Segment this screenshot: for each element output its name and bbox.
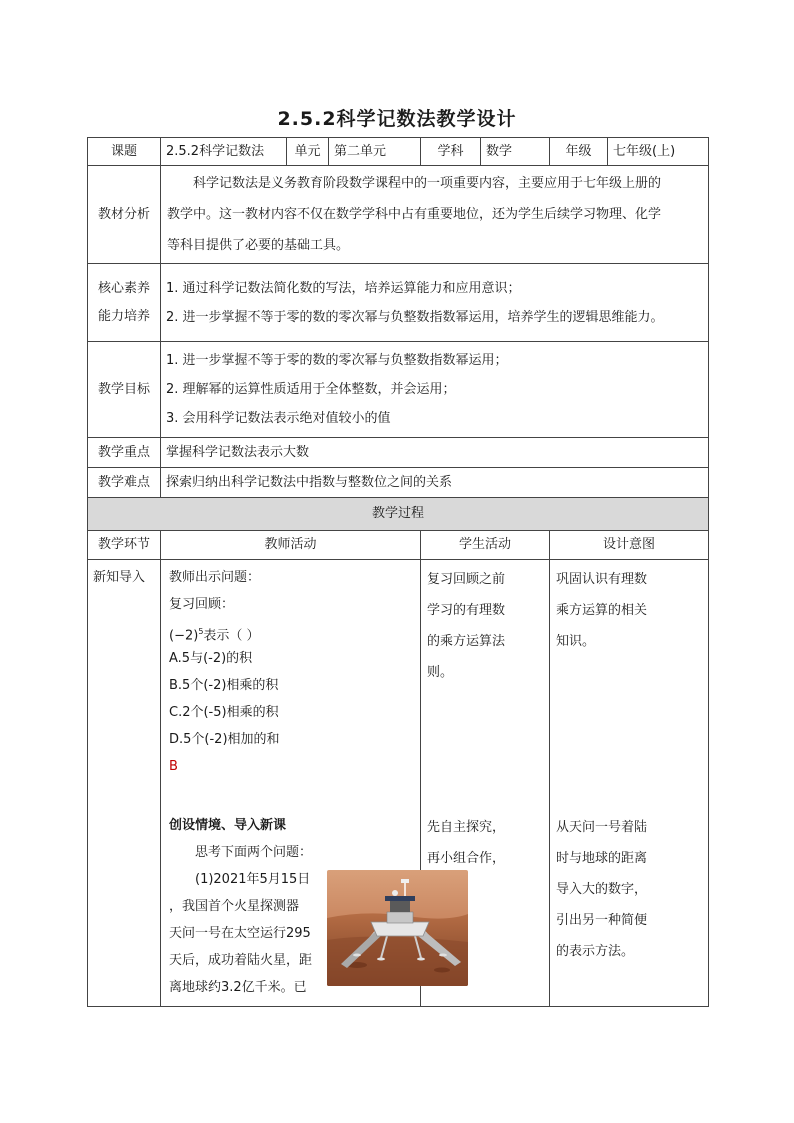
info-row [88, 138, 709, 166]
key-point-row [88, 438, 709, 468]
teacher-intro: 教师出示问题： [169, 570, 261, 585]
process-title-row [88, 498, 709, 531]
intent-block-1 [556, 564, 703, 657]
process-body-row [88, 560, 709, 1007]
intent-line: 导入大的数字， [556, 882, 648, 897]
question-rest: 表示（ ） [203, 628, 260, 644]
subject-value: 数学 [481, 138, 550, 166]
teacher-review: 复习回顾： [169, 597, 235, 612]
header-stage: 教学环节 [88, 531, 161, 560]
header-intent: 设计意图 [550, 531, 709, 560]
intent-line: 知识。 [556, 634, 596, 649]
grade-label: 年级 [550, 138, 608, 166]
process-header-row [88, 531, 709, 560]
student-line: 先自主探究， [427, 820, 506, 835]
spacer [427, 688, 544, 812]
core-label [88, 264, 161, 342]
subject-label: 学科 [421, 138, 481, 166]
option-c: C.2个(-5)相乘的积 [169, 705, 279, 720]
scenario-intro: 思考下面两个问题： [195, 845, 313, 860]
spacer [169, 780, 415, 812]
intent-line: 巩固认识有理数 [556, 572, 648, 587]
mars-lander-photo [327, 870, 468, 986]
stage-cell [88, 560, 161, 1007]
scenario-story-block [169, 866, 415, 1006]
story-line: 离地球约3.2亿千米。已 [169, 980, 307, 995]
student-line: 学习的有理数 [427, 603, 506, 618]
difficulty-label: 教学难点 [88, 468, 161, 498]
core-item: 2. 进一步掌握不等于零的数的零次幂与负整数指数幂运用，培养学生的逻辑思维能力。 [166, 309, 664, 325]
lesson-value: 2.5.2科学记数法 [161, 138, 287, 166]
goal-item: 3. 会用科学记数法表示绝对值较小的值 [166, 411, 391, 426]
unit-label: 单元 [287, 138, 329, 166]
scenario-title: 创设情境、导入新课 [169, 818, 287, 833]
story-line: ，我国首个火星探测器 [169, 899, 300, 914]
key-point-value: 掌握科学记数法表示大数 [161, 438, 709, 468]
key-point-label: 教学重点 [88, 438, 161, 468]
header-teacher: 教师活动 [161, 531, 421, 560]
difficulty-value: 探索归纳出科学记数法中指数与整数位之间的关系 [161, 468, 709, 498]
intent-line: 乘方运算的相关 [556, 603, 648, 618]
grade-value: 七年级(上) [608, 138, 709, 166]
goal-item: 1. 进一步掌握不等于零的数的零次幂与负整数指数幂运用； [166, 353, 508, 368]
student-line: 则。 [427, 665, 454, 680]
core-label-line: 核心素养 [97, 280, 150, 296]
student-line: 再小组合作， [427, 851, 506, 866]
student-line: 复习回顾之前 [427, 572, 506, 587]
intent-block-2 [556, 812, 703, 967]
difficulty-row [88, 468, 709, 498]
scenario-story [169, 866, 321, 1001]
story-line: 天问一号在太空运行295 [169, 926, 311, 941]
core-row [88, 264, 709, 342]
stage-name: 新知导入 [93, 570, 146, 585]
intent-cell [550, 560, 709, 1007]
review-question [169, 618, 415, 645]
option-a: A.5与(-2)的积 [169, 651, 253, 666]
teacher-cell [161, 560, 421, 1007]
process-title: 教学过程 [88, 498, 709, 531]
material-text [161, 166, 709, 264]
option-d: D.5个(-2)相加的和 [169, 732, 280, 747]
story-line: 天后，成功着陆火星，距 [169, 953, 313, 968]
goal-item: 2. 理解幂的运算性质适用于全体整数，并会运用； [166, 382, 456, 397]
question-exponent: 5 [198, 627, 204, 636]
material-line: 教学中。这一教材内容不仅在数学学科中占有重要地位，还为学生后续学习物理、化学 [167, 207, 662, 222]
answer: B [169, 759, 178, 774]
material-line: 科学记数法是义务教育阶段数学课程中的一项重要内容，主要应用于七年级上册的 [193, 176, 662, 191]
intent-line: 引出另一种简便 [556, 913, 648, 928]
goals-row [88, 342, 709, 438]
student-block-1 [427, 564, 544, 688]
header-student: 学生活动 [421, 531, 550, 560]
intent-line: 从天问一号着陆 [556, 820, 648, 835]
material-label: 教材分析 [88, 166, 161, 264]
material-line: 等科目提供了必要的基础工具。 [167, 238, 350, 253]
option-b: B.5个(-2)相乘的积 [169, 678, 279, 693]
student-line: 的乘方运算法 [427, 634, 506, 649]
core-label-line: 能力培养 [97, 308, 150, 324]
lesson-plan-table [87, 137, 709, 1007]
spacer [556, 657, 703, 812]
page-title: 2.5.2科学记数法教学设计 [277, 108, 517, 130]
intent-line: 时与地球的距离 [556, 851, 648, 866]
core-text [161, 264, 709, 342]
goals-text [161, 342, 709, 438]
lesson-label: 课题 [88, 138, 161, 166]
story-line: (1)2021年5月15日 [195, 872, 311, 887]
material-row [88, 166, 709, 264]
intent-line: 的表示方法。 [556, 944, 635, 959]
unit-value: 第二单元 [329, 138, 421, 166]
question-base: (−2) [169, 628, 199, 644]
core-item: 1. 通过科学记数法简化数的写法，培养运算能力和应用意识； [166, 280, 521, 296]
goals-label: 教学目标 [88, 342, 161, 438]
